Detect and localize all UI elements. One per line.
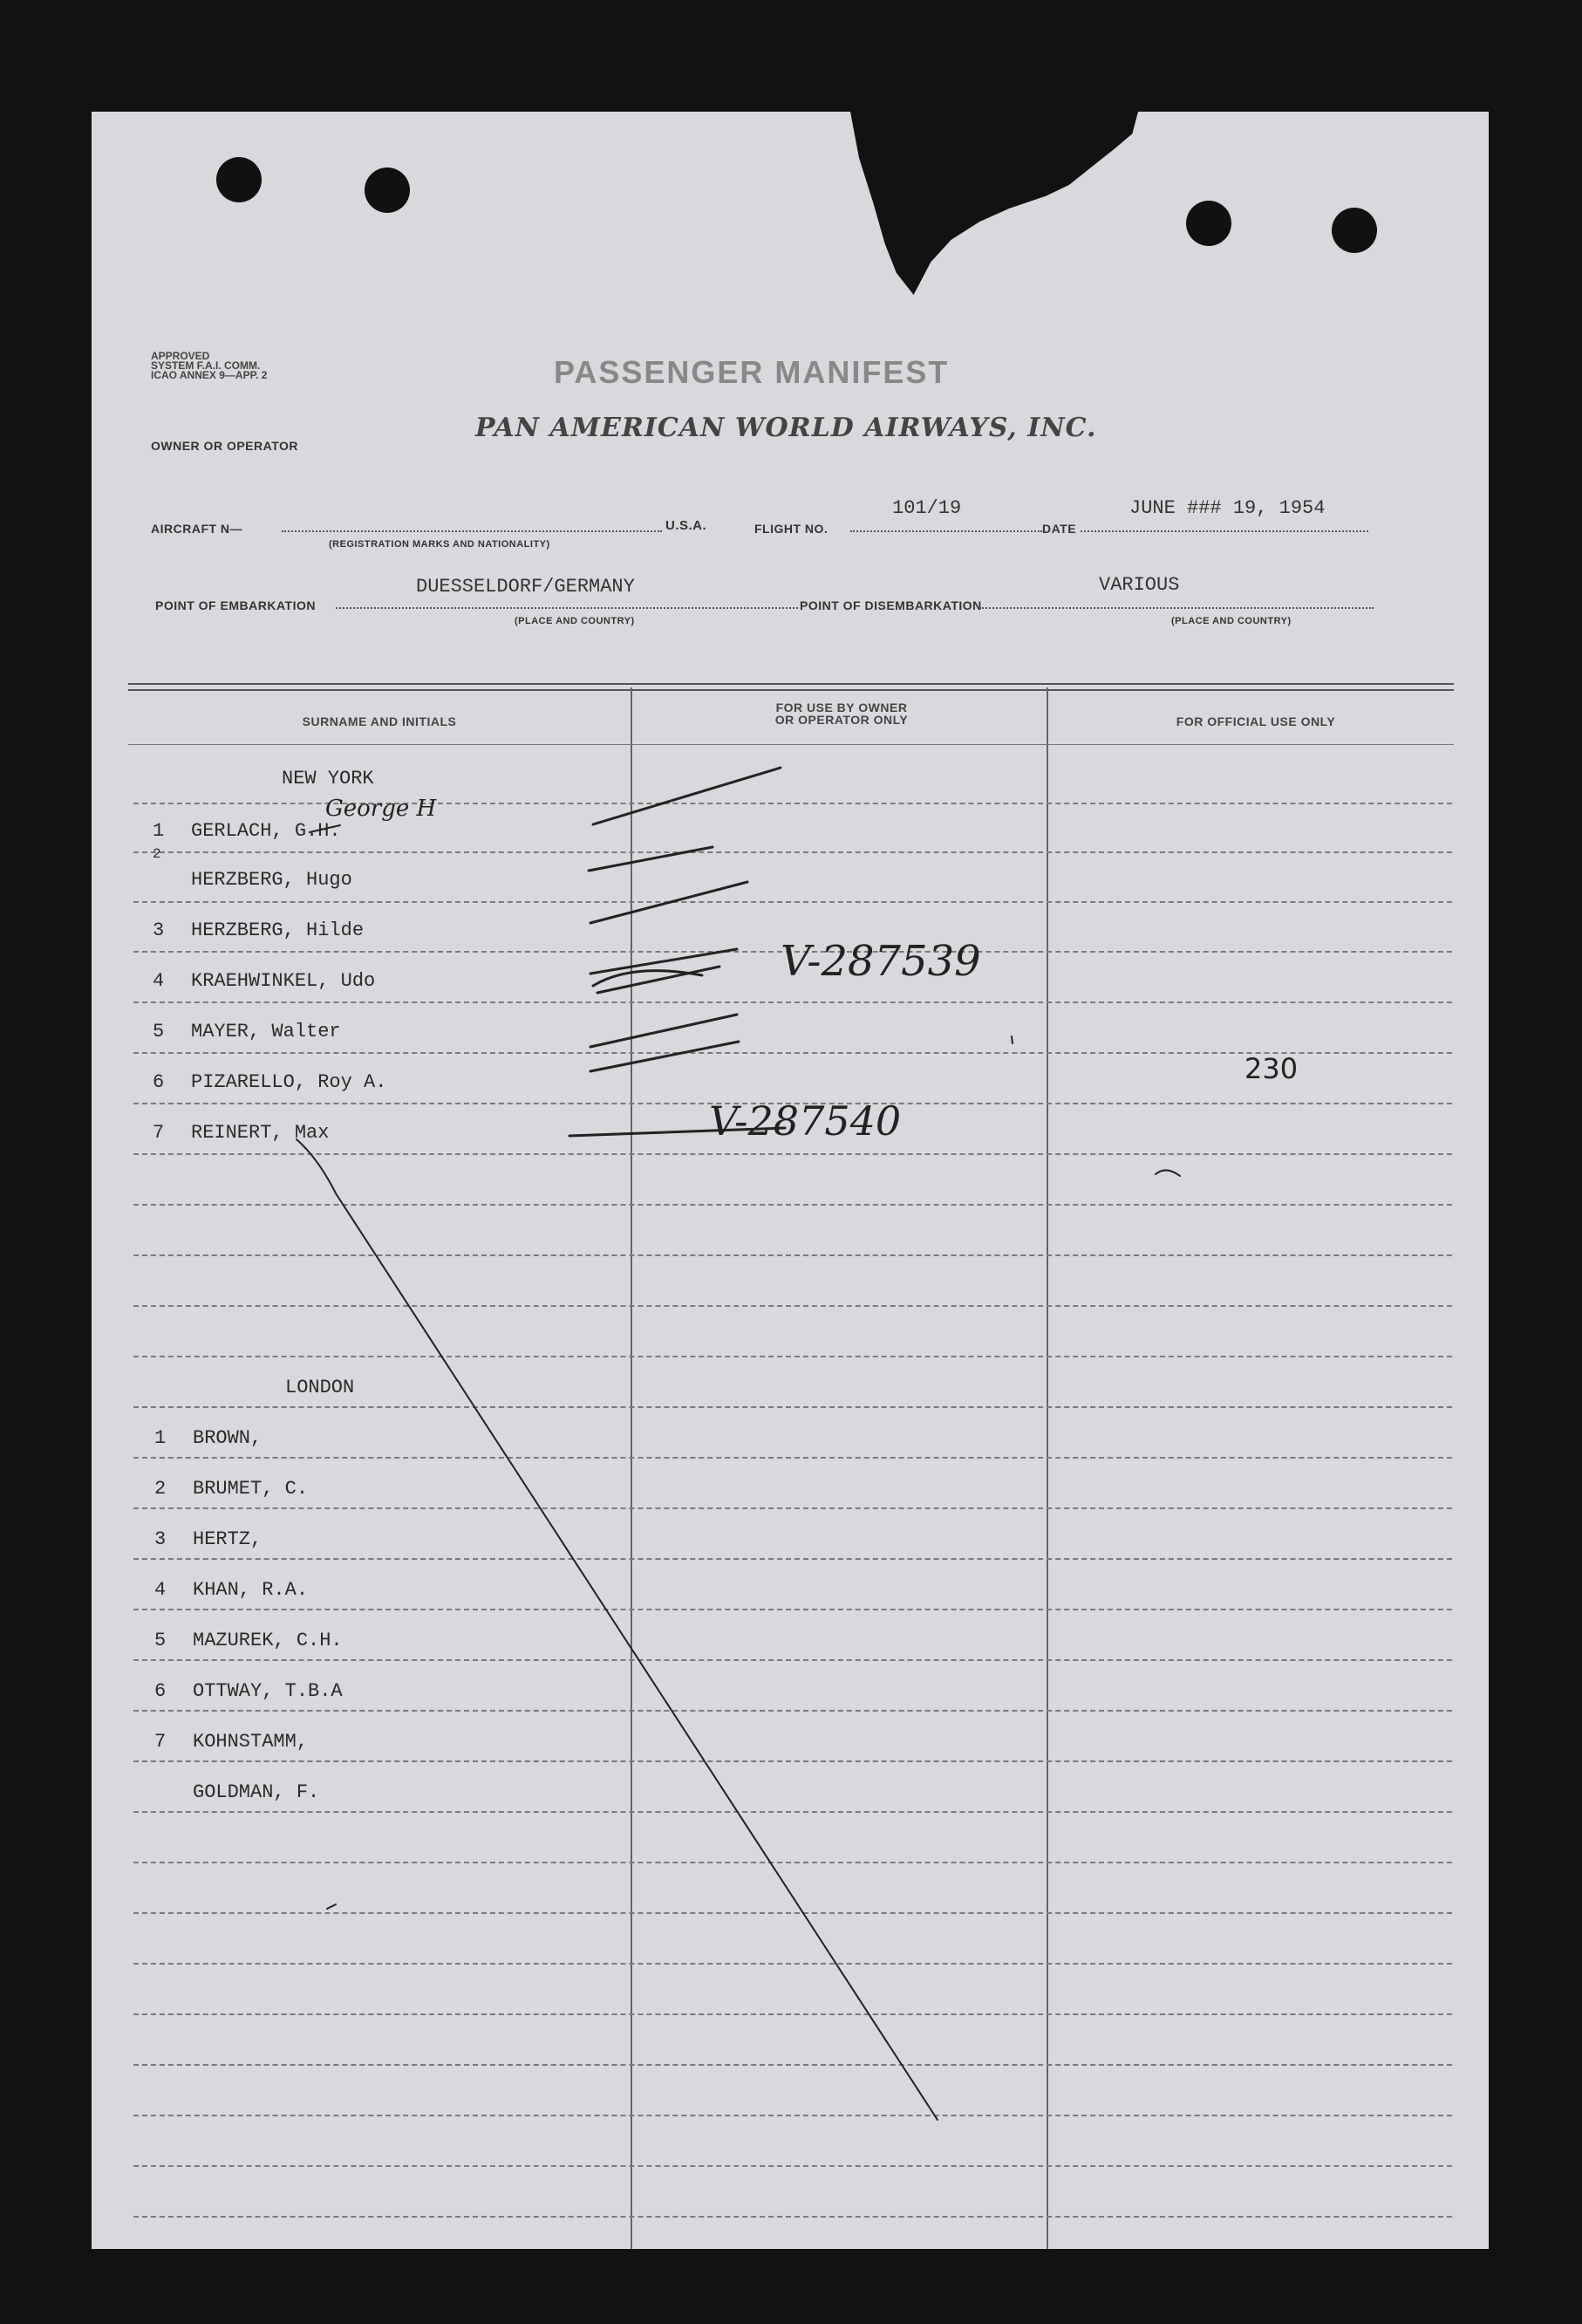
flight-label: FLIGHT NO. <box>754 522 829 536</box>
passenger-name: HERTZ, <box>193 1528 263 1550</box>
passenger-number: 1 <box>153 820 165 842</box>
diagonal-cancel-line <box>297 1139 938 2120</box>
passenger-number: 1 <box>154 1427 167 1449</box>
passenger-number: 3 <box>154 1528 167 1550</box>
handwritten-correction: George H <box>325 796 437 822</box>
passenger-name: GERLACH, G.H. <box>191 820 341 842</box>
surname-column-header: SURNAME AND INITIALS <box>302 714 457 728</box>
passenger-number: 4 <box>154 1579 167 1601</box>
strike-mark <box>593 768 781 824</box>
passenger-name: KOHNSTAMM, <box>193 1731 309 1753</box>
owner-name: PAN AMERICAN WORLD AIRWAYS, INC. <box>475 413 1097 443</box>
strike-mark <box>589 847 713 871</box>
aircraft-label: AIRCRAFT N— <box>151 522 243 536</box>
manifest-page <box>92 112 1489 2249</box>
section-heading-new-york: NEW YORK <box>282 768 374 789</box>
embarkation-value: DUESSELDORF/GERMANY <box>416 576 635 598</box>
approval-line: ICAO ANNEX 9—APP. 2 <box>151 369 268 381</box>
correction-strike <box>310 825 340 832</box>
place-caption: (PLACE AND COUNTRY) <box>1171 616 1292 626</box>
passenger-number: 5 <box>153 1021 165 1042</box>
passenger-name: KHAN, R.A. <box>193 1579 309 1601</box>
approval-line: SYSTEM F.A.I. COMM. <box>151 359 261 372</box>
passenger-number: 2 <box>154 1478 167 1500</box>
flight-number: 101/19 <box>892 497 962 519</box>
passenger-number: 6 <box>153 1071 165 1093</box>
passenger-name: BRUMET, C. <box>193 1478 309 1500</box>
passenger-name: HERZBERG, Hugo <box>191 869 352 891</box>
page-title: PASSENGER MANIFEST <box>554 354 950 390</box>
passenger-name: MAZUREK, C.H. <box>193 1630 343 1651</box>
usa-label: U.S.A. <box>665 518 707 533</box>
disembarkation-label: POINT OF DISEMBARKATION <box>800 598 982 612</box>
owner-label: OWNER OR OPERATOR <box>151 439 298 453</box>
passenger-number: 7 <box>153 1122 165 1144</box>
passenger-number: 5 <box>154 1630 167 1651</box>
handwritten-note: 230 <box>1244 1052 1299 1085</box>
approval-line: APPROVED <box>151 350 210 362</box>
passenger-number: 7 <box>154 1731 167 1753</box>
strike-mark <box>590 1015 737 1047</box>
section-heading-london: LONDON <box>285 1377 355 1398</box>
strike-mark <box>590 1042 739 1071</box>
owner-column-header-line: FOR USE BY OWNER <box>775 701 908 714</box>
passenger-name: GOLDMAN, F. <box>193 1781 320 1803</box>
handwritten-visa-number: V-287539 <box>781 937 981 986</box>
embarkation-label: POINT OF EMBARKATION <box>155 598 316 612</box>
passenger-number-stray: 2 <box>153 846 161 862</box>
passenger-name: BROWN, <box>193 1427 263 1449</box>
registration-caption: (REGISTRATION MARKS AND NATIONALITY) <box>329 539 550 550</box>
stray-mark <box>1156 1170 1180 1176</box>
passenger-number: 6 <box>154 1680 167 1702</box>
passenger-number: 3 <box>153 919 165 941</box>
passenger-name: KRAEHWINKEL, Udo <box>191 970 376 992</box>
owner-column-header-line: OR OPERATOR ONLY <box>774 713 909 727</box>
passenger-name: OTTWAY, T.B.A <box>193 1680 343 1702</box>
stray-mark <box>1012 1036 1013 1043</box>
date-label: DATE <box>1042 522 1077 536</box>
flight-date: JUNE ### 19, 1954 <box>1129 497 1326 519</box>
pen-marks <box>92 112 1489 2249</box>
passenger-name: REINERT, Max <box>191 1122 330 1144</box>
passenger-number: 4 <box>153 970 165 992</box>
passenger-name: MAYER, Walter <box>191 1021 341 1042</box>
passenger-name: PIZARELLO, Roy A. <box>191 1071 387 1093</box>
handwritten-visa-number: V-287540 <box>709 1097 902 1145</box>
disembarkation-value: VARIOUS <box>1099 574 1180 596</box>
strike-mark <box>590 882 747 923</box>
strike-mark <box>569 1128 785 1136</box>
stray-mark <box>327 1904 336 1909</box>
place-caption: (PLACE AND COUNTRY) <box>515 616 635 626</box>
official-column-header: FOR OFFICIAL USE ONLY <box>1176 714 1336 728</box>
passenger-name: HERZBERG, Hilde <box>191 919 365 941</box>
